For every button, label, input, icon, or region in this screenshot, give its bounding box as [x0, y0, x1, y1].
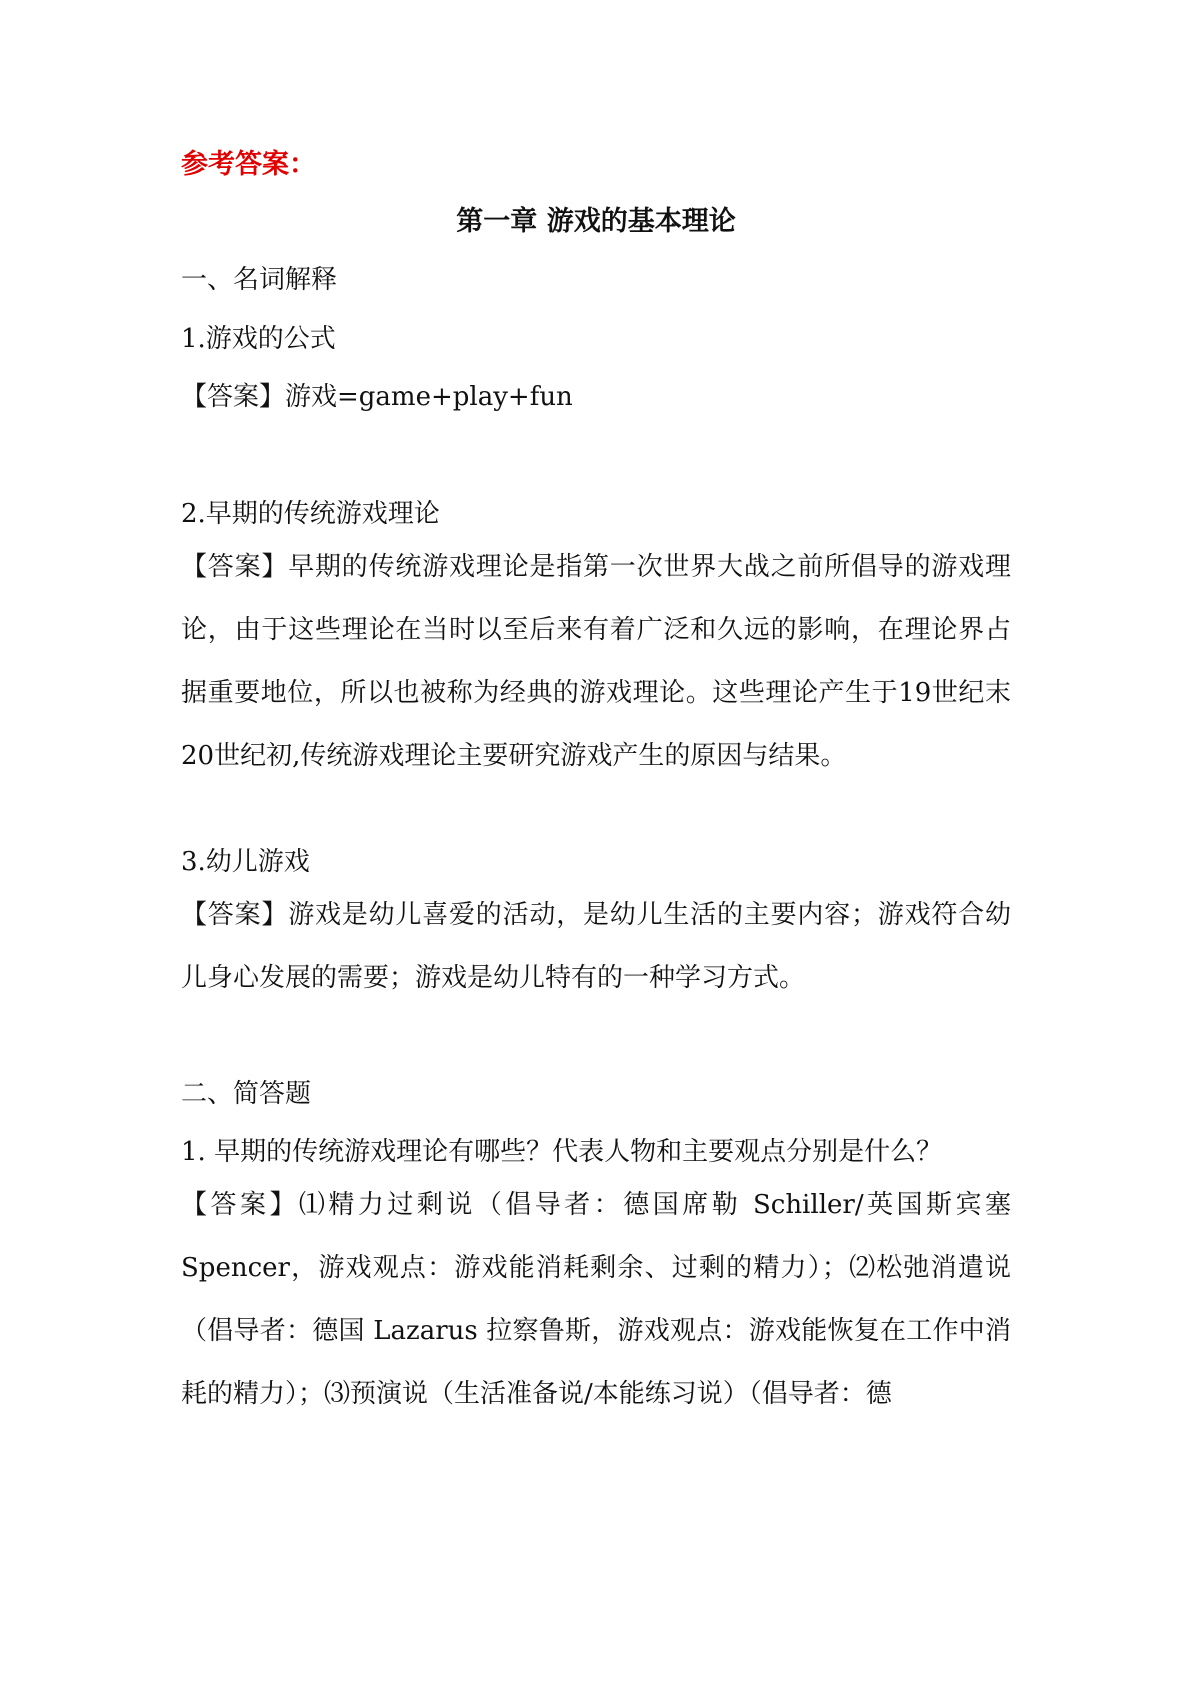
short-answer-question-1: 1. 早期的传统游戏理论有哪些？代表人物和主要观点分别是什么？	[181, 1137, 943, 1167]
question-2: 2.早期的传统游戏理论	[181, 499, 440, 529]
answer-1: 【答案】游戏=game+play+fun	[181, 382, 573, 412]
reference-answer-heading: 参考答案：	[181, 149, 316, 180]
chapter-title: 第一章 游戏的基本理论	[456, 206, 736, 237]
section-title-short-answer: 二、简答题	[181, 1079, 312, 1109]
short-answer-1: 【答案】⑴精力过剩说（倡导者：德国席勒 Schiller/英国斯宾塞 Spencer，游戏观点：游戏能消耗剩余、过剩的精力）；⑵松弛消遣说（倡导者：德国 Lazarus 拉察鲁斯，游戏观点：游戏能恢复在工作中消耗的精力）；⑶预演说（生活准备说/本能练习说）（倡导者：德	[181, 1190, 1011, 1409]
section-title-definitions: 一、名词解释	[181, 265, 338, 295]
question-3: 3.幼儿游戏	[181, 847, 310, 877]
answer-3: 【答案】游戏是幼儿喜爱的活动，是幼儿生活的主要内容；游戏符合幼儿身心发展的需要；游戏是幼儿特有的一种学习方式。	[181, 900, 1011, 993]
answer-2: 【答案】早期的传统游戏理论是指第一次世界大战之前所倡导的游戏理论，由于这些理论在当时以至后来有着广泛和久远的影响，在理论界占据重要地位，所以也被称为经典的游戏理论。这些理论产生于19世纪末20世纪初,传统游戏理论主要研究游戏产生的原因与结果。	[181, 552, 1011, 771]
question-1: 1.游戏的公式	[181, 324, 336, 354]
